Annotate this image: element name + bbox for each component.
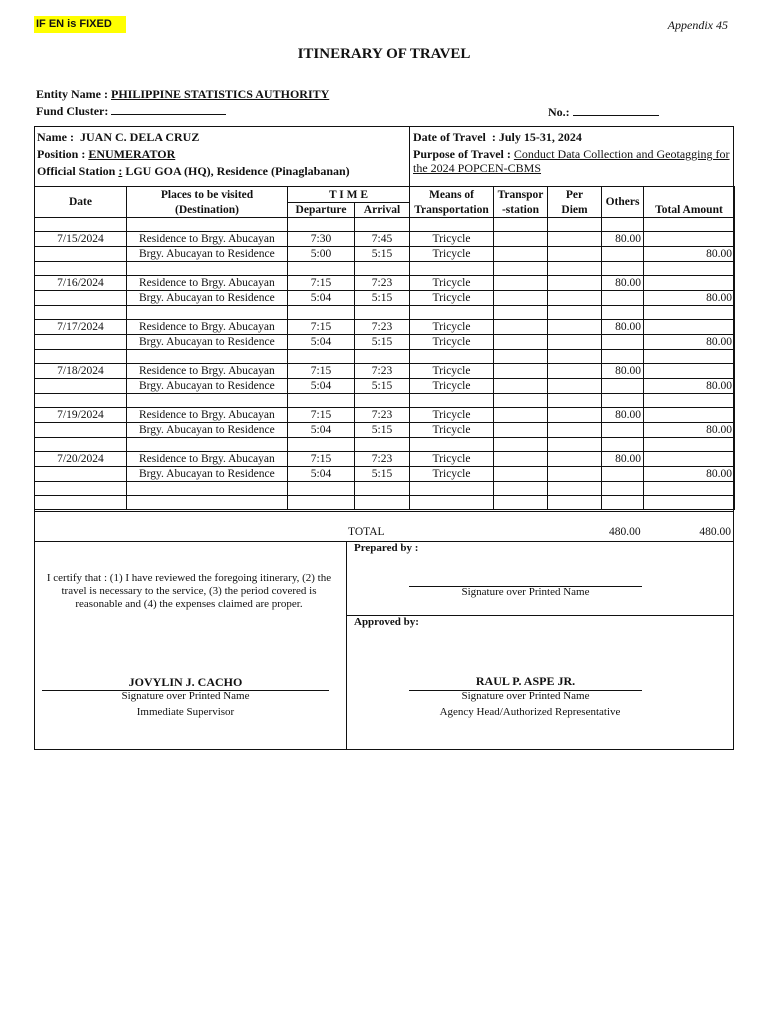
fixed-tag: IF EN is FIXED <box>34 16 126 33</box>
empty-cell <box>602 306 644 320</box>
empty-cell <box>127 350 288 364</box>
empty-cell <box>127 496 288 510</box>
position-label: Position : <box>37 147 86 161</box>
traveler-info <box>34 126 409 186</box>
empty-cell <box>35 423 127 438</box>
empty-cell <box>35 262 127 276</box>
empty-cell <box>494 306 548 320</box>
per-diem-cell <box>548 423 602 438</box>
empty-cell <box>35 291 127 306</box>
empty-cell <box>548 496 602 510</box>
document-title: ITINERARY OF TRAVEL <box>297 46 471 62</box>
empty-cell <box>288 394 355 408</box>
spacer-row <box>35 350 735 364</box>
others-cell <box>602 247 644 262</box>
empty-cell <box>494 218 548 232</box>
supervisor-name: JOVYLIN J. CACHO <box>128 675 243 689</box>
empty-cell <box>494 482 548 496</box>
empty-cell <box>602 218 644 232</box>
col-places: Places to be visited <box>127 187 288 203</box>
others-cell <box>602 467 644 482</box>
appendix-label: Appendix 45 <box>667 18 728 32</box>
empty-cell <box>548 306 602 320</box>
total-cell: 80.00 <box>644 379 735 394</box>
means-cell: Tricycle <box>410 291 494 306</box>
per-diem-cell <box>548 364 602 379</box>
place-cell: Residence to Brgy. Abucayan <box>127 408 288 423</box>
total-cell <box>644 276 735 291</box>
empty-cell <box>35 482 127 496</box>
itinerary-table <box>34 186 735 510</box>
date-of-travel-label: Date of Travel <box>413 130 486 144</box>
empty-cell <box>355 306 410 320</box>
fund-cluster-field[interactable] <box>111 114 226 115</box>
per-diem-cell <box>548 320 602 335</box>
empty-cell <box>35 335 127 350</box>
entity-row <box>36 87 329 102</box>
means-cell: Tricycle <box>410 408 494 423</box>
means-cell: Tricycle <box>410 379 494 394</box>
fund-cluster-label: Fund Cluster: <box>36 104 109 118</box>
transportation-cell <box>494 408 548 423</box>
empty-cell <box>644 218 735 232</box>
per-diem-cell <box>548 408 602 423</box>
departure-cell: 7:15 <box>288 276 355 291</box>
empty-cell <box>548 350 602 364</box>
place-cell: Brgy. Abucayan to Residence <box>127 247 288 262</box>
place-cell: Residence to Brgy. Abucayan <box>127 276 288 291</box>
empty-cell <box>494 496 548 510</box>
total-cell <box>644 364 735 379</box>
date-cell: 7/16/2024 <box>35 276 127 291</box>
transportation-cell <box>494 232 548 247</box>
entity-value: PHILIPPINE STATISTICS AUTHORITY <box>111 87 330 101</box>
empty-cell <box>288 482 355 496</box>
approver-role: Agency Head/Authorized Representative <box>439 706 621 718</box>
col-places-sub: (Destination) <box>127 203 288 218</box>
table-row <box>35 452 735 467</box>
empty-cell <box>410 218 494 232</box>
arrival-cell: 5:15 <box>355 291 410 306</box>
empty-cell <box>644 394 735 408</box>
place-cell: Brgy. Abucayan to Residence <box>127 379 288 394</box>
transportation-cell <box>494 247 548 262</box>
empty-cell <box>355 438 410 452</box>
empty-cell <box>602 394 644 408</box>
spacer-row <box>35 262 735 276</box>
transportation-cell <box>494 379 548 394</box>
empty-cell <box>355 394 410 408</box>
total-cell: 80.00 <box>644 291 735 306</box>
number-label: No.: <box>548 105 570 119</box>
transportation-cell <box>494 467 548 482</box>
empty-cell <box>602 482 644 496</box>
transportation-cell <box>494 364 548 379</box>
empty-cell <box>410 262 494 276</box>
empty-cell <box>35 394 127 408</box>
date-cell: 7/17/2024 <box>35 320 127 335</box>
empty-cell <box>410 306 494 320</box>
empty-cell <box>288 306 355 320</box>
date-of-travel: : July 15-31, 2024 <box>491 130 582 144</box>
supervisor-role: Immediate Supervisor <box>136 706 235 718</box>
per-diem-cell <box>548 379 602 394</box>
fund-cluster-row <box>36 104 226 119</box>
per-diem-cell <box>548 232 602 247</box>
spacer-row <box>35 218 735 232</box>
empty-cell <box>288 438 355 452</box>
col-means: Means of <box>410 187 494 203</box>
arrival-cell: 5:15 <box>355 335 410 350</box>
signature-divider <box>346 541 347 750</box>
empty-cell <box>644 496 735 510</box>
date-cell: 7/20/2024 <box>35 452 127 467</box>
empty-cell <box>35 218 127 232</box>
empty-cell <box>548 394 602 408</box>
empty-cell <box>548 262 602 276</box>
empty-cell <box>288 218 355 232</box>
departure-cell: 7:15 <box>288 364 355 379</box>
per-diem-cell <box>548 276 602 291</box>
others-cell: 80.00 <box>602 452 644 467</box>
official-station: LGU GOA (HQ), Residence (Pinaglabanan) <box>125 164 350 178</box>
empty-cell <box>644 350 735 364</box>
empty-cell <box>127 306 288 320</box>
place-cell: Residence to Brgy. Abucayan <box>127 452 288 467</box>
table-row <box>35 408 735 423</box>
means-cell: Tricycle <box>410 247 494 262</box>
place-cell: Brgy. Abucayan to Residence <box>127 423 288 438</box>
arrival-cell: 7:45 <box>355 232 410 247</box>
col-arrival: Arrival <box>355 203 410 218</box>
empty-cell <box>644 262 735 276</box>
itinerary-body <box>35 218 735 510</box>
arrival-cell: 7:23 <box>355 276 410 291</box>
station-label: Official Station <box>37 164 116 178</box>
means-cell: Tricycle <box>410 423 494 438</box>
others-cell: 80.00 <box>602 364 644 379</box>
departure-cell: 5:04 <box>288 335 355 350</box>
empty-cell <box>355 218 410 232</box>
spacer-row <box>35 438 735 452</box>
empty-cell <box>127 438 288 452</box>
total-cell <box>644 232 735 247</box>
total-others: 480.00 <box>609 526 641 538</box>
means-cell: Tricycle <box>410 364 494 379</box>
date-cell: 7/19/2024 <box>35 408 127 423</box>
arrival-cell: 7:23 <box>355 408 410 423</box>
arrival-cell: 7:23 <box>355 320 410 335</box>
empty-cell <box>35 247 127 262</box>
empty-cell <box>410 394 494 408</box>
others-cell <box>602 423 644 438</box>
number-field[interactable] <box>573 115 659 116</box>
table-row <box>35 247 735 262</box>
spacer-row <box>35 496 735 510</box>
place-cell: Residence to Brgy. Abucayan <box>127 364 288 379</box>
total-cell: 80.00 <box>644 467 735 482</box>
empty-cell <box>35 306 127 320</box>
purpose-label: Purpose of Travel : <box>413 147 511 161</box>
col-transpo-sub: -station <box>494 203 548 218</box>
station-sep: : <box>118 164 123 178</box>
prepared-by-label: Prepared by : <box>354 542 419 554</box>
empty-cell <box>355 482 410 496</box>
certification-text: I certify that : (1) I have reviewed the foregoing itinerary, (2) the travel is necessary to the service, (3) the period covered is reasonable and (4) the expenses claimed are proper. <box>46 572 332 610</box>
table-row <box>35 335 735 350</box>
total-cell <box>644 320 735 335</box>
per-diem-cell <box>548 247 602 262</box>
departure-cell: 7:15 <box>288 452 355 467</box>
arrival-cell: 7:23 <box>355 452 410 467</box>
table-row <box>35 364 735 379</box>
prepared-sig-label: Signature over Printed Name <box>461 586 590 598</box>
arrival-cell: 5:15 <box>355 379 410 394</box>
empty-cell <box>644 306 735 320</box>
per-diem-cell <box>548 467 602 482</box>
col-perdiem: Per <box>548 187 602 203</box>
means-cell: Tricycle <box>410 452 494 467</box>
empty-cell <box>127 262 288 276</box>
col-departure: Departure <box>288 203 355 218</box>
others-cell <box>602 291 644 306</box>
place-cell: Residence to Brgy. Abucayan <box>127 320 288 335</box>
total-cell: 80.00 <box>644 247 735 262</box>
others-cell: 80.00 <box>602 320 644 335</box>
transportation-cell <box>494 320 548 335</box>
departure-cell: 5:04 <box>288 467 355 482</box>
date-cell: 7/18/2024 <box>35 364 127 379</box>
total-cell: 80.00 <box>644 423 735 438</box>
arrival-cell: 5:15 <box>355 247 410 262</box>
means-cell: Tricycle <box>410 320 494 335</box>
empty-cell <box>548 482 602 496</box>
table-row <box>35 320 735 335</box>
place-cell: Brgy. Abucayan to Residence <box>127 467 288 482</box>
name-label: Name : <box>37 130 74 144</box>
others-cell <box>602 379 644 394</box>
empty-cell <box>548 218 602 232</box>
empty-cell <box>288 262 355 276</box>
col-perdiem-sub: Diem <box>548 203 602 218</box>
departure-cell: 5:04 <box>288 423 355 438</box>
others-cell <box>602 335 644 350</box>
empty-cell <box>288 496 355 510</box>
empty-cell <box>494 394 548 408</box>
departure-cell: 7:30 <box>288 232 355 247</box>
transportation-cell <box>494 291 548 306</box>
empty-cell <box>410 350 494 364</box>
transportation-cell <box>494 452 548 467</box>
empty-cell <box>35 467 127 482</box>
per-diem-cell <box>548 452 602 467</box>
place-cell: Brgy. Abucayan to Residence <box>127 335 288 350</box>
approver-name: RAUL P. ASPE JR. <box>475 674 576 688</box>
place-cell: Residence to Brgy. Abucayan <box>127 232 288 247</box>
purpose-of-travel: Conduct Data Collection and Geotagging for the 2024 POPCEN-CBMS <box>413 147 730 175</box>
empty-cell <box>410 438 494 452</box>
means-cell: Tricycle <box>410 467 494 482</box>
others-cell: 80.00 <box>602 408 644 423</box>
empty-cell <box>602 438 644 452</box>
empty-cell <box>35 438 127 452</box>
departure-cell: 7:15 <box>288 320 355 335</box>
col-total: Total Amount <box>644 187 735 218</box>
table-row <box>35 423 735 438</box>
empty-cell <box>355 262 410 276</box>
empty-cell <box>355 350 410 364</box>
table-row <box>35 232 735 247</box>
empty-cell <box>127 394 288 408</box>
empty-cell <box>35 379 127 394</box>
approved-by-label: Approved by: <box>354 616 419 628</box>
total-row <box>34 511 734 541</box>
empty-cell <box>127 218 288 232</box>
empty-cell <box>548 438 602 452</box>
transportation-cell <box>494 276 548 291</box>
empty-cell <box>35 350 127 364</box>
traveler-name: JUAN C. DELA CRUZ <box>79 130 200 144</box>
total-cell <box>644 408 735 423</box>
empty-cell <box>494 438 548 452</box>
means-cell: Tricycle <box>410 232 494 247</box>
others-cell: 80.00 <box>602 232 644 247</box>
empty-cell <box>410 482 494 496</box>
departure-cell: 5:04 <box>288 291 355 306</box>
travel-info <box>409 126 734 186</box>
spacer-row <box>35 306 735 320</box>
empty-cell <box>410 496 494 510</box>
empty-cell <box>644 482 735 496</box>
empty-cell <box>602 350 644 364</box>
empty-cell <box>602 262 644 276</box>
col-others: Others <box>602 187 644 218</box>
empty-cell <box>127 482 288 496</box>
empty-cell <box>355 496 410 510</box>
empty-cell <box>644 438 735 452</box>
empty-cell <box>602 496 644 510</box>
table-row <box>35 291 735 306</box>
traveler-position: ENUMERATOR <box>88 147 176 161</box>
departure-cell: 7:15 <box>288 408 355 423</box>
total-cell <box>644 452 735 467</box>
arrival-cell: 5:15 <box>355 467 410 482</box>
table-row <box>35 467 735 482</box>
number-row <box>548 105 659 120</box>
col-time: T I M E <box>288 187 410 203</box>
entity-label: Entity Name : <box>36 87 108 101</box>
total-label: TOTAL <box>348 526 385 538</box>
empty-cell <box>35 496 127 510</box>
approver-sig-label: Signature over Printed Name <box>461 690 590 702</box>
table-row <box>35 276 735 291</box>
means-cell: Tricycle <box>410 276 494 291</box>
col-means-sub: Transportation <box>410 203 494 218</box>
empty-cell <box>494 350 548 364</box>
transportation-cell <box>494 423 548 438</box>
supervisor-sig-label: Signature over Printed Name <box>121 690 250 702</box>
transportation-cell <box>494 335 548 350</box>
arrival-cell: 7:23 <box>355 364 410 379</box>
table-row <box>35 379 735 394</box>
per-diem-cell <box>548 335 602 350</box>
empty-cell <box>288 350 355 364</box>
empty-cell <box>494 262 548 276</box>
total-amount: 480.00 <box>699 526 731 538</box>
col-transpo: Transpor <box>494 187 548 203</box>
col-date: Date <box>35 187 127 218</box>
departure-cell: 5:00 <box>288 247 355 262</box>
total-cell: 80.00 <box>644 335 735 350</box>
others-cell: 80.00 <box>602 276 644 291</box>
date-cell: 7/15/2024 <box>35 232 127 247</box>
place-cell: Brgy. Abucayan to Residence <box>127 291 288 306</box>
departure-cell: 5:04 <box>288 379 355 394</box>
per-diem-cell <box>548 291 602 306</box>
spacer-row <box>35 394 735 408</box>
arrival-cell: 5:15 <box>355 423 410 438</box>
means-cell: Tricycle <box>410 335 494 350</box>
spacer-row <box>35 482 735 496</box>
